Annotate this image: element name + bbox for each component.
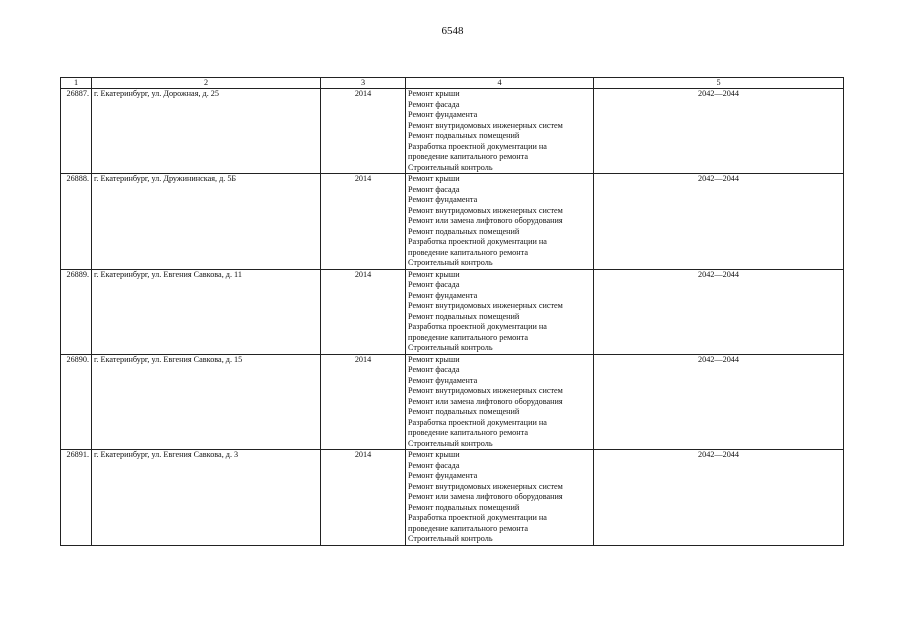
page-number: 6548: [441, 25, 464, 37]
works-cell: [406, 354, 594, 450]
registry-table: [60, 77, 844, 546]
work-item: Ремонт фундамента: [408, 471, 478, 480]
work-item: Ремонт подвальных помещений: [408, 131, 520, 140]
work-item: Ремонт крыши: [408, 89, 460, 98]
column-header: 4: [406, 78, 594, 89]
address-cell: г. Екатеринбург, ул. Дружининская, д. 5Б: [92, 174, 321, 270]
work-item: Ремонт внутридомовых инженерных систем: [408, 205, 563, 215]
work-item: Разработка проектной документации на: [408, 237, 547, 246]
works-cell: [406, 174, 594, 270]
work-item: Ремонт фундамента: [408, 195, 478, 204]
work-item: проведение капитального ремонта: [408, 428, 528, 437]
row-number: 26891.: [61, 450, 92, 546]
year-cell: 2014: [321, 89, 406, 174]
work-item: проведение капитального ремонта: [408, 247, 528, 257]
work-item: Разработка проектной документации на: [408, 322, 547, 331]
works-cell: [406, 450, 594, 546]
work-item: Ремонт внутридомовых инженерных систем: [408, 301, 563, 310]
work-item: Ремонт или замена лифтового оборудования: [408, 216, 563, 225]
address-cell: г. Екатеринбург, ул. Дорожная, д. 25: [92, 89, 321, 174]
work-item: Ремонт фасада: [408, 99, 460, 109]
work-item: Ремонт крыши: [408, 174, 460, 183]
work-item: Ремонт крыши: [408, 269, 460, 279]
column-header: 3: [321, 78, 406, 89]
work-item: проведение капитального ремонта: [408, 152, 528, 161]
work-item: Ремонт фасада: [408, 365, 460, 374]
row-number: 26889.: [61, 269, 92, 354]
column-header: 5: [594, 78, 844, 89]
work-item: Ремонт внутридомовых инженерных систем: [408, 386, 563, 395]
work-item: Строительный контроль: [408, 258, 493, 267]
period-cell: 2042—2044: [594, 89, 844, 174]
work-item: проведение капитального ремонта: [408, 523, 528, 533]
address-cell: г. Екатеринбург, ул. Евгения Савкова, д. 15: [92, 354, 321, 450]
address-cell: г. Екатеринбург, ул. Евгения Савкова, д. 11: [92, 269, 321, 354]
works-cell: [406, 269, 594, 354]
work-item: Строительный контроль: [408, 343, 493, 352]
work-item: Ремонт внутридомовых инженерных систем: [408, 120, 563, 130]
period-cell: 2042—2044: [594, 269, 844, 354]
work-item: Разработка проектной документации на: [408, 417, 547, 427]
table-row: [61, 450, 844, 546]
row-number: 26887.: [61, 89, 92, 174]
year-cell: 2014: [321, 354, 406, 450]
work-item: Ремонт фасада: [408, 280, 460, 289]
work-item: Ремонт фундамента: [408, 110, 478, 119]
work-item: Строительный контроль: [408, 162, 493, 172]
work-item: Ремонт внутридомовых инженерных систем: [408, 481, 563, 491]
year-cell: 2014: [321, 269, 406, 354]
work-item: Ремонт или замена лифтового оборудования: [408, 396, 563, 406]
column-header: 2: [92, 78, 321, 89]
table-row: [61, 89, 844, 174]
header-row: [61, 78, 844, 89]
table-row: [61, 269, 844, 354]
work-item: Ремонт подвальных помещений: [408, 226, 520, 236]
work-item: Разработка проектной документации на: [408, 513, 547, 522]
work-item: Ремонт подвальных помещений: [408, 502, 520, 512]
work-item: Ремонт подвальных помещений: [408, 311, 520, 321]
work-item: Строительный контроль: [408, 438, 493, 448]
column-header: 1: [61, 78, 92, 89]
period-cell: 2042—2044: [594, 174, 844, 270]
row-number: 26890.: [61, 354, 92, 450]
period-cell: 2042—2044: [594, 450, 844, 546]
work-item: проведение капитального ремонта: [408, 332, 528, 342]
work-item: Ремонт фундамента: [408, 375, 478, 385]
row-number: 26888.: [61, 174, 92, 270]
work-item: Ремонт или замена лифтового оборудования: [408, 492, 563, 501]
work-item: Ремонт подвальных помещений: [408, 407, 520, 416]
table-row: [61, 174, 844, 270]
table-row: [61, 354, 844, 450]
work-item: Ремонт крыши: [408, 450, 460, 459]
work-item: Разработка проектной документации на: [408, 141, 547, 151]
work-item: Ремонт фасада: [408, 460, 460, 470]
year-cell: 2014: [321, 450, 406, 546]
work-item: Ремонт фасада: [408, 184, 460, 194]
year-cell: 2014: [321, 174, 406, 270]
work-item: Строительный контроль: [408, 534, 493, 543]
period-cell: 2042—2044: [594, 354, 844, 450]
work-item: Ремонт крыши: [408, 354, 460, 364]
address-cell: г. Екатеринбург, ул. Евгения Савкова, д. 3: [92, 450, 321, 546]
work-item: Ремонт фундамента: [408, 290, 478, 300]
works-cell: [406, 89, 594, 174]
